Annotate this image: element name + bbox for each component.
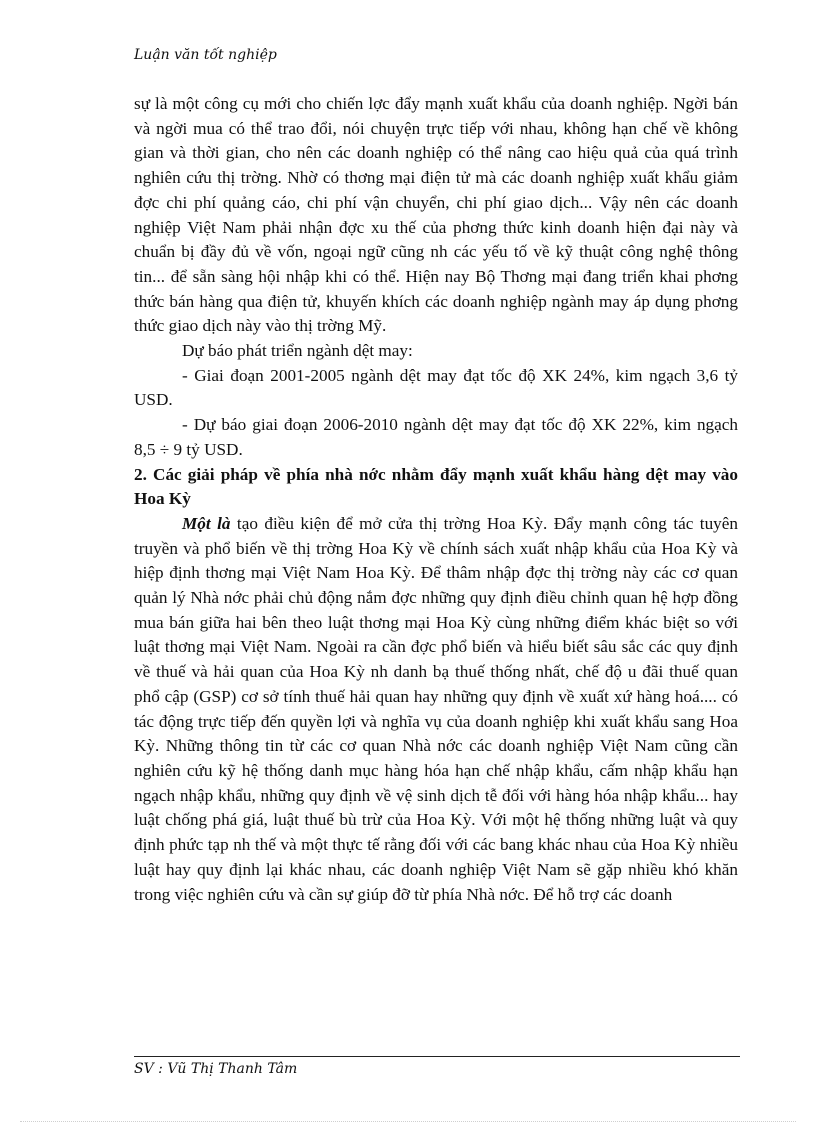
paragraph-solution-one: [134, 512, 738, 907]
paragraph-forecast-intro: Dự báo phát triển ngành dệt may:: [182, 341, 413, 361]
paragraph-solution-one-text: tạo điều kiện để mở cửa thị trờng Hoa Kỳ. Đẩy mạnh công tác tuyên truyền và phổ biến về thị trờng Hoa Kỳ về chính sách xuất nhập khẩu của Hoa Kỳ và hiệp định thơng mại Việt Nam Hoa Kỳ. Để thâm nhập đợc thị trờng này các cơ quan quản lý Nhà nớc phải chủ động nắm đợc những quy định điều chỉnh quan hệ hợp đồng mua bán giữa hai bên theo luật thơng mại Hoa Kỳ cùng những điểm khác biệt so với luật thơng mại Việt Nam. Ngoài ra cần đợc phổ biến và hiểu biết sâu sắc các quy định về thuế và hải quan của Hoa Kỳ nh danh bạ thuế thống nhất, chế độ u đãi thuế quan phổ cập (GSP) cơ sở tính thuế hải quan hay những quy định về xuất xứ hàng hoá.... có tác động trực tiếp đến quyền lợi và nghĩa vụ của doanh nghiệp khi xuất khẩu sang Hoa Kỳ. Những thông tin từ các cơ quan Nhà nớc các doanh nghiệp Việt Nam cũng cần nghiên cứu kỹ hệ thống danh mục hàng hóa hạn chế nhập khẩu, cấm nhập khẩu hạn ngạch nhập khẩu, những quy định về vệ sinh dịch tễ đối với hàng hóa nhập khẩu... hay luật chống phá giá, luật thuế bù trừ của Hoa Kỳ. Với một hệ thống những luật và quy định phức tạp nh thế và một thực tế rằng đối với các bang khác nhau của Hoa Kỳ nhiều luật hay quy định lại khác nhau, các doanh nghiệp Việt Nam sẽ gặp nhiều khó khăn trong việc nghiên cứu và cần sự giúp đỡ từ phía Nhà nớc. Để hỗ trợ các doanh: [134, 513, 738, 904]
document-body: [134, 92, 738, 907]
running-footer: SV : Vũ Thị Thanh Tâm: [134, 1061, 298, 1077]
paragraph-ecommerce: sự là một công cụ mới cho chiến lợc đẩy mạnh xuất khẩu của doanh nghiệp. Ngời bán và ngời mua có thể trao đổi, nói chuyện trực tiếp với nhau, không hạn chế về không gian và thời gian, cho nên các doanh nghiệp có thể nâng cao hiệu quả của quá trình nghiên cứu thị trờng. Nhờ có thơng mại điện tử mà các doanh nghiệp xuất khẩu giảm đợc chi phí quảng cáo, chi phí vận chuyển, chi phí giao dịch... Vậy nên các doanh nghiệp Việt Nam phải nhận đợc xu thế của phơng thức kinh doanh hiện đại này và chuẩn bị đầy đủ về vốn, ngoại ngữ cũng nh các yếu tố về kỹ thuật công nghệ thông tin... để sẵn sàng hội nhập khi có thể. Hiện nay Bộ Thơng mại đang triển khai phơng thức bán hàng qua điện tử, khuyến khích các doanh nghiệp ngành may áp dụng phơng thức giao dịch này vào thị trờng Mỹ.: [134, 94, 738, 336]
paragraph-lead-phrase: Một là: [182, 513, 231, 533]
paragraph-forecast-2006-2010: - Dự báo giai đoạn 2006-2010 ngành dệt may đạt tốc độ XK 22%, kim ngạch 8,5 ÷ 9 tỷ USD.: [134, 415, 738, 459]
running-header: Luận văn tốt nghiệp: [134, 47, 277, 63]
section-heading: 2. Các giải pháp về phía nhà nớc nhằm đẩy mạnh xuất khẩu hàng dệt may vào Hoa Kỳ: [134, 464, 738, 509]
page-edge-dotted-line: [20, 1121, 796, 1122]
paragraph-forecast-2001-2005: - Giai đoạn 2001-2005 ngành dệt may đạt tốc độ XK 24%, kim ngạch 3,6 tỷ USD.: [134, 365, 738, 410]
footer-rule: [134, 1056, 740, 1057]
